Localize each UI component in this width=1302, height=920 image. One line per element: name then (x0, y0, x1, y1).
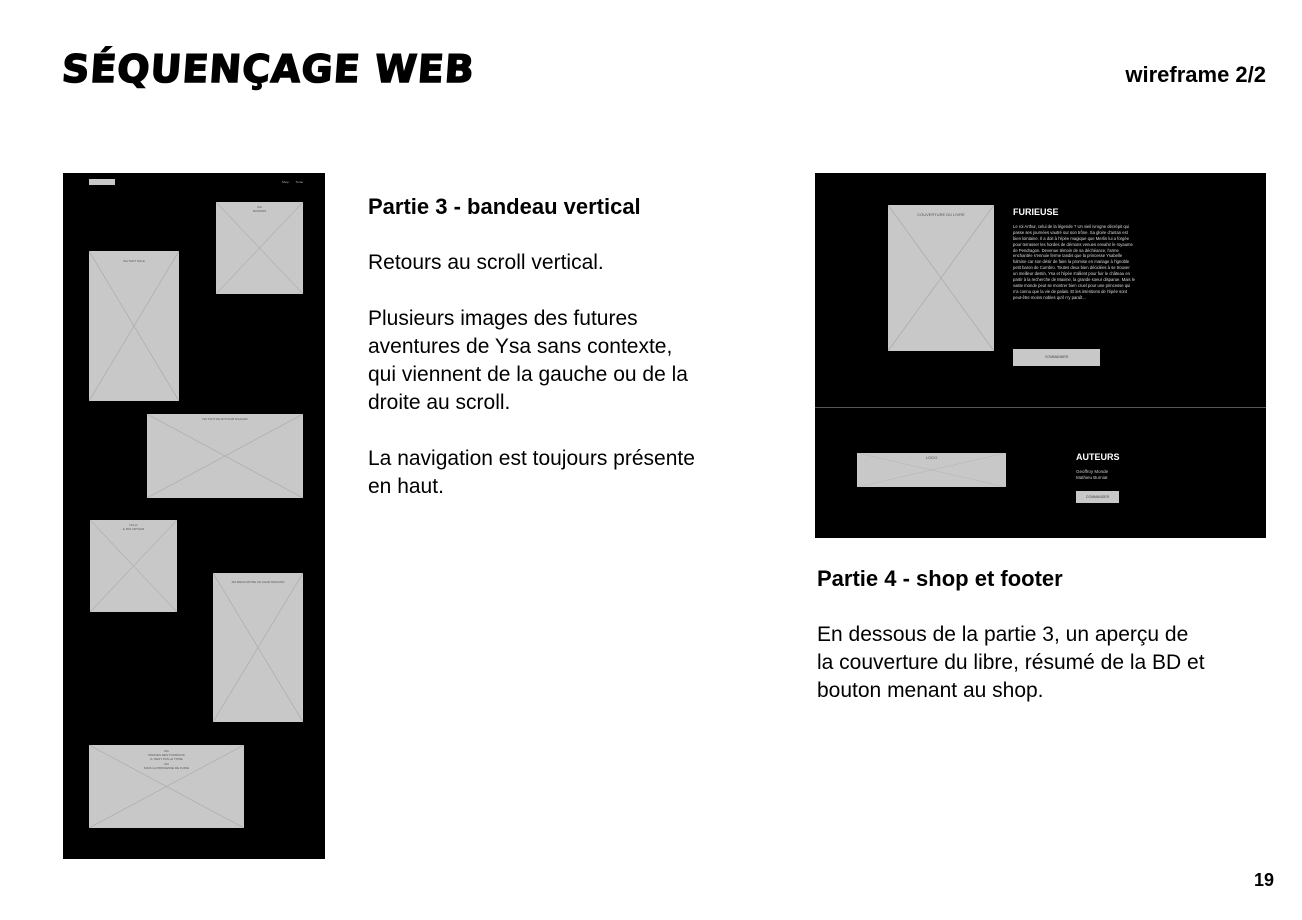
book-cover-placeholder (888, 205, 994, 351)
wireframe-label: wireframe 2/2 (1125, 62, 1266, 87)
wireframe-nav-links (276, 180, 303, 184)
wireframe-image-caption: ISA TANT SOLE (123, 259, 145, 263)
book-cover-caption: COUVERTURE DU LIVRE (917, 212, 965, 217)
logo-caption: LOGO (925, 455, 938, 460)
wireframe-image-box (216, 202, 303, 294)
part3-heading: Partie 3 - bandeau vertical (368, 194, 641, 219)
wireframe-image-box (89, 251, 179, 401)
authors-heading: AUTEURS (1076, 452, 1120, 462)
vertical-band-wireframe (63, 173, 325, 859)
section-divider (815, 407, 1266, 408)
wireframe-image-caption: ISA PIRATES DES TOURNOIS IL N'EST PAS LE TITRE ISA MAIS LA PRINCESSE DE FURIE (144, 749, 189, 770)
part4-heading: Partie 4 - shop et footer (817, 566, 1063, 591)
wireframe-image-box (213, 573, 303, 722)
order-button: COMMANDER (1013, 349, 1100, 366)
authors-list (1076, 469, 1108, 482)
wireframe-nav-link: Tome (295, 180, 303, 184)
wireframe-image-caption: ISA RAISONS (252, 205, 267, 214)
page-title: SÉQUENÇAGE WEB (60, 47, 477, 91)
book-summary: Le roi Arthur, celui de la légende ? Un vieil ivrogne décrépit qui passe ses journées vautré sur son trône. Sa gloire d'antan est bien lointaine. Il a doit à l'épée magique que Merlin lui a forgée pour terrasser les hordes de démons venues envahir le royaume de Pendragon. Devenue témoin de sa déchéance, l'arme enchantée s'ennuie ferme tandis que la princesse Ysabelle fulmine car son désir de faire la promise en mariage à l'ignoble petit baron de Cumbro. Toutes deux bien décidées à se trouver un meilleur destin, Ysa et l'épée s'allient pour fuir le château en partir à la recherche de Maxine, la grande soeur disparue. Mais le vaste monde peut se montrer bien cruel pour une princesse qui n'a connu que la vie de palais. Et les intentions de l'épée sont peut-être moins nobles qu'il n'y paraît... (1013, 224, 1135, 300)
wireframe-nav-logo (89, 179, 115, 185)
book-title: FURIEUSE (1013, 207, 1059, 217)
author-name: Geoffroy Monde (1076, 469, 1109, 474)
part4-paragraph: En dessous de la partie 3, un aperçu de la couverture du libre, résumé de la BD et bouton menant au shop. (817, 623, 1205, 702)
wireframe-image-caption: ISA et le ROI ARTHUR (122, 523, 145, 532)
shop-footer-wireframe (815, 173, 1266, 538)
page-number: 19 (1253, 870, 1274, 890)
wireframe-image-box (89, 745, 244, 828)
part3-paragraph: Retours au scroll vertical. (368, 251, 604, 274)
part3-section (368, 193, 768, 501)
wireframe-nav-link: Shop (281, 180, 289, 184)
part4-section (817, 565, 1267, 705)
part3-paragraph: Plusieurs images des futures aventures de Ysa sans contexte, qui viennent de la gauche ou de la droite au scroll. (368, 307, 688, 414)
wireframe-image-box (90, 520, 177, 612)
wireframe-image-caption: ISA TANT DE ROYAUM NUAGES (202, 417, 248, 421)
author-name: Mathieu Burniat (1076, 475, 1108, 481)
order-button-footer: COMMANDER (1076, 491, 1119, 503)
logo-placeholder (857, 453, 1006, 487)
wireframe-image-caption: ISA RENCONTRE UN AGAR DRAGON (231, 580, 285, 584)
part3-paragraph: La navigation est toujours présente en haut. (368, 447, 695, 498)
wireframe-image-box (147, 414, 303, 498)
